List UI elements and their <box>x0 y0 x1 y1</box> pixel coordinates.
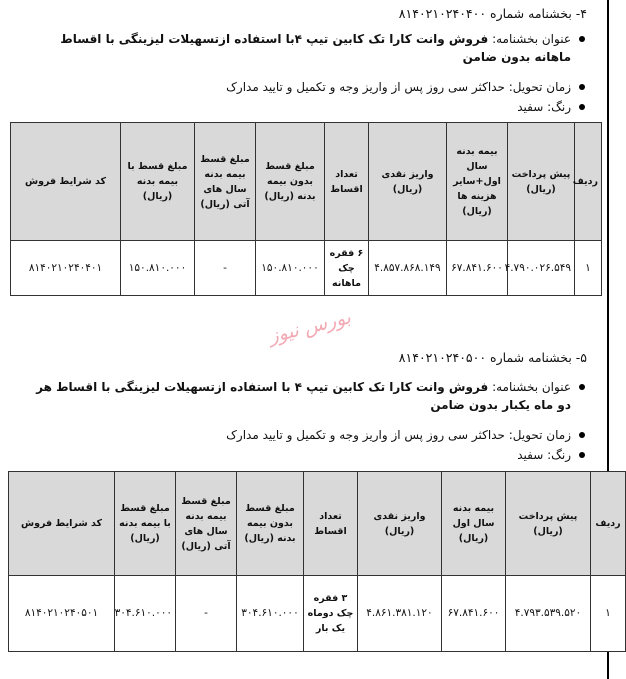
sec4-cell-installment-no-insurance: ۱۵۰.۸۱۰.۰۰۰ <box>256 241 325 296</box>
sec5-cell-cash-deposit: ۴.۸۶۱.۳۸۱.۱۲۰ <box>358 576 442 652</box>
sec4-cell-insurance: ۶۷.۸۴۱.۶۰۰ <box>447 241 508 296</box>
sec4-header-cell: تعداد اقساط <box>325 123 369 241</box>
sec4-color-text: رنگ: سفید <box>517 100 571 114</box>
sec5-subject-text: فروش وانت کارا تک کابین تیپ ۴ با استفاده ازتسهیلات لیزینگی با اقساط هر دو ماه یکبار بدون ضامن <box>36 380 571 412</box>
table-row <box>9 576 626 652</box>
sec4-subject-label: عنوان بخشنامه: <box>488 32 571 46</box>
sec5-header-row <box>9 472 626 576</box>
sec4-cell-cash-deposit: ۴.۸۵۷.۸۶۸.۱۴۹ <box>369 241 447 296</box>
sec4-table <box>10 122 602 296</box>
sec5-subject-label: عنوان بخشنامه: <box>488 380 571 394</box>
sec5-cell-insurance: ۶۷.۸۴۱.۶۰۰ <box>442 576 506 652</box>
sec5-cell-row-number: ۱ <box>591 576 626 652</box>
sec4-cell-installment-with-insurance: ۱۵۰.۸۱۰.۰۰۰ <box>121 241 195 296</box>
sec5-header-cell: مبلغ قسط با بیمه بدنه (ریال) <box>115 472 176 576</box>
sec4-subject-text: فروش وانت کارا تک کابین تیپ ۴با استفاده ازتسهیلات لیزینگی با اقساط ماهانه بدون ضامن <box>60 32 571 64</box>
sec5-header-cell: تعداد اقساط <box>304 472 358 576</box>
sec4-cell-installments: ۶ فقره چک ماهانه <box>325 241 369 296</box>
sec5-title: ۵- بخشنامه شماره ۸۱۴۰۲۱۰۲۴۰۵۰۰ <box>398 350 587 365</box>
sec5-subject <box>25 378 585 414</box>
sec4-title: ۴- بخشنامه شماره ۸۱۴۰۲۱۰۲۴۰۴۰۰ <box>398 6 587 21</box>
sec5-header-cell: کد شرایط فروش <box>9 472 115 576</box>
sec5-header-cell: پیش پرداخت (ریال) <box>506 472 591 576</box>
bullet-icon <box>579 452 585 458</box>
sec5-header-cell: ردیف <box>591 472 626 576</box>
sec4-header-cell: بیمه بدنه سال اول+سایر هزینه ها (ریال) <box>447 123 508 241</box>
bullet-icon <box>579 432 585 438</box>
sec5-cell-prepayment: ۴.۷۹۳.۵۳۹.۵۲۰ <box>506 576 591 652</box>
sec4-subject <box>25 30 585 66</box>
sec4-delivery <box>25 78 585 96</box>
bullet-icon <box>579 84 585 90</box>
sec4-delivery-text: زمان تحویل: حداکثر سی روز پس از واریز وجه و تکمیل و تایید مدارک <box>226 80 571 94</box>
bullet-icon <box>579 384 585 390</box>
sec5-cell-sale-code: ۸۱۴۰۲۱۰۲۴۰۵۰۱ <box>9 576 115 652</box>
sec5-cell-installment-with-insurance: ۳۰۴.۶۱۰.۰۰۰ <box>115 576 176 652</box>
table-row <box>11 241 602 296</box>
sec4-cell-installment-future-insurance: - <box>195 241 256 296</box>
sec5-header-cell: مبلغ قسط بدون بیمه بدنه (ریال) <box>237 472 304 576</box>
sec5-cell-installments: ۳ فقره چک دوماه یک بار <box>304 576 358 652</box>
sec4-cell-prepayment: ۴.۷۹۰.۰۲۶.۵۴۹ <box>508 241 575 296</box>
sec4-color <box>25 98 585 116</box>
sec4-cell-sale-code: ۸۱۴۰۲۱۰۲۴۰۴۰۱ <box>11 241 121 296</box>
sec5-header-cell: بیمه بدنه سال اول (ریال) <box>442 472 506 576</box>
sec4-header-cell: پیش پرداخت (ریال) <box>508 123 575 241</box>
sec5-color-text: رنگ: سفید <box>517 448 571 462</box>
bullet-icon <box>579 104 585 110</box>
sec4-header-cell: واریز نقدی (ریال) <box>369 123 447 241</box>
sec5-cell-installment-future-insurance: - <box>176 576 237 652</box>
sec4-header-cell: کد شرایط فروش <box>11 123 121 241</box>
sec4-header-cell: مبلغ قسط با بیمه بدنه (ریال) <box>121 123 195 241</box>
sec5-cell-installment-no-insurance: ۳۰۴.۶۱۰.۰۰۰ <box>237 576 304 652</box>
sec4-header-cell: مبلغ قسط بیمه بدنه سال های آتی (ریال) <box>195 123 256 241</box>
sec5-header-cell: مبلغ قسط بیمه بدنه سال های آتی (ریال) <box>176 472 237 576</box>
sec5-table <box>8 471 626 652</box>
sec5-delivery-text: زمان تحویل: حداکثر سی روز پس از واریز وجه و تکمیل و تایید مدارک <box>226 428 571 442</box>
sec4-header-row <box>11 123 602 241</box>
sec4-header-cell: ردیف <box>575 123 602 241</box>
watermark-logo: بورس نیوز <box>266 306 353 348</box>
sec5-delivery <box>25 426 585 444</box>
sec5-color <box>25 446 585 464</box>
sec4-header-cell: مبلغ قسط بدون بیمه بدنه (ریال) <box>256 123 325 241</box>
sec4-cell-row-number: ۱ <box>575 241 602 296</box>
bullet-icon <box>579 36 585 42</box>
sec5-header-cell: واریز نقدی (ریال) <box>358 472 442 576</box>
